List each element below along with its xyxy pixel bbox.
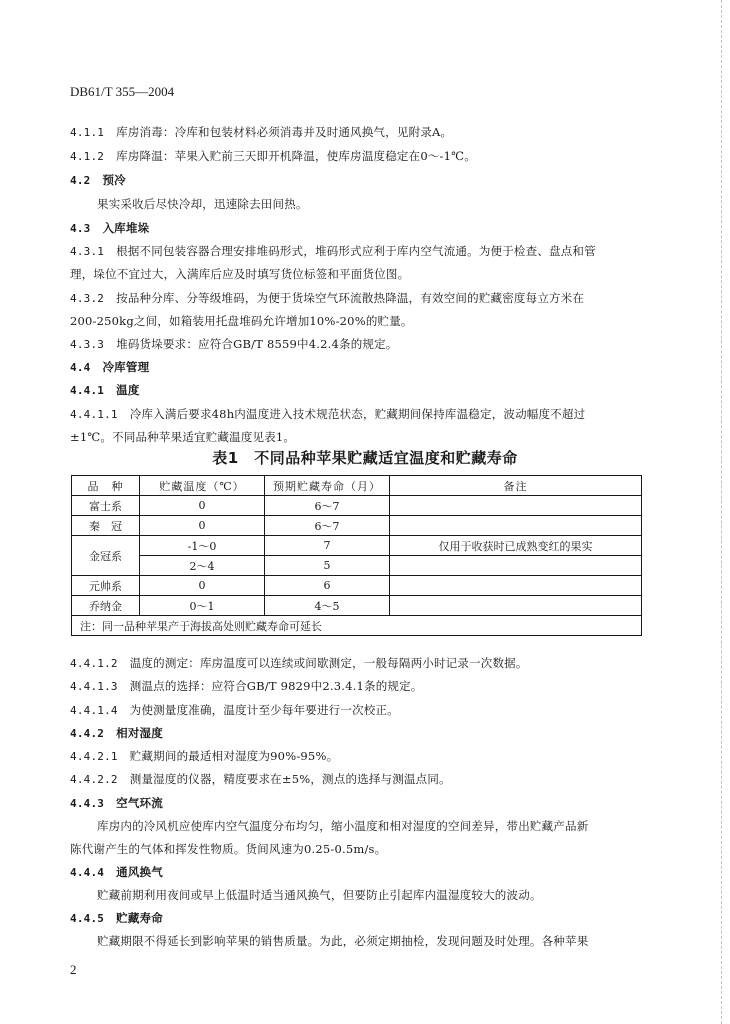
heading-4-4-2: 4.4.2 相对湿度: [70, 726, 163, 740]
heading-4-2: 4.2 预冷: [70, 173, 126, 187]
paragraph-ventilation: 贮藏前期利用夜间或早上低温时适当通风换气，但要防止引起库内温湿度较大的波动。: [97, 888, 542, 902]
cell-note: [390, 576, 642, 596]
header-temp: 贮藏温度（℃）: [140, 476, 265, 496]
cell-life: 6～7: [265, 496, 390, 516]
paragraph-airflow-cont: 陈代谢产生的气体和挥发性物质。货间风速为0.25-0.5m/s。: [70, 842, 387, 856]
clause-4-1-1: 4.1.1 库房消毒：冷库和包装材料必须消毒并及时通风换气，见附录A。: [70, 125, 453, 139]
cell-note: [390, 516, 642, 536]
clause-4-4-1-3: 4.4.1.3 测温点的选择：应符合GB/T 9829中2.3.4.1条的规定。: [70, 679, 423, 693]
table-footnote: 注：同一品种苹果产于海拔高处则贮藏寿命可延长: [72, 616, 642, 636]
heading-4-4-4: 4.4.4 通风换气: [70, 865, 163, 879]
clause-4-1-2: 4.1.2 库房降温：苹果入贮前三天即开机降温，使库房温度稳定在0～-1℃。: [70, 149, 476, 163]
cell-life: 4～5: [265, 596, 390, 616]
clause-4-3-3: 4.3.3 堆码货垛要求：应符合GB/T 8559中4.2.4条的规定。: [70, 337, 398, 351]
clause-4-3-2: 4.3.2 按品种分库、分等级堆码，为便于货垛空气环流散热降温，有效空间的贮藏密度每立方米在: [70, 291, 585, 305]
cell-life: 6～7: [265, 516, 390, 536]
cell-temp: 2～4: [140, 556, 265, 576]
cell-variety: 乔纳金: [72, 596, 140, 616]
table-footnote-row: [72, 616, 642, 636]
header-variety: 品 种: [72, 476, 140, 496]
heading-4-3: 4.3 入库堆垛: [70, 221, 150, 235]
cell-temp: -1～0: [140, 536, 265, 556]
cell-temp: 0: [140, 576, 265, 596]
cell-temp: 0: [140, 516, 265, 536]
table-row: [72, 496, 642, 516]
table-header-row: [72, 476, 642, 496]
cell-variety: 秦 冠: [72, 516, 140, 536]
table-row: [72, 576, 642, 596]
clause-4-3-2-cont: 200-250kg之间，如箱装用托盘堆码允许增加10%-20%的贮量。: [70, 314, 413, 328]
heading-4-4-1: 4.4.1 温度: [70, 383, 140, 397]
page-number: 2: [70, 962, 77, 977]
cell-note: [390, 596, 642, 616]
clause-4-4-1-1: 4.4.1.1 冷库入满后要求48h内温度进入技术规范状态，贮藏期间保持库温稳定，波动幅度不超过: [70, 407, 586, 421]
clause-4-3-1-cont: 理，垛位不宜过大，入满库后应及时填写货位标签和平面货位图。: [70, 267, 410, 281]
document-code: DB61/T 355—2004: [70, 84, 175, 99]
clause-4-3-1: 4.3.1 根据不同包装容器合理安排堆码形式，堆码形式应利于库内空气流通。为便于检查、盘点和管: [70, 244, 596, 258]
clause-4-4-2-1: 4.4.2.1 贮藏期间的最适相对湿度为90%-95%。: [70, 749, 339, 763]
cell-life: 5: [265, 556, 390, 576]
header-note: 备注: [390, 476, 642, 496]
cell-note: 仅用于收获时已成熟变红的果实: [390, 536, 642, 556]
heading-4-4: 4.4 冷库管理: [70, 360, 150, 374]
cell-note: [390, 496, 642, 516]
cell-variety: 元帅系: [72, 576, 140, 596]
table-row: [72, 596, 642, 616]
clause-4-4-1-2: 4.4.1.2 温度的测定：库房温度可以连续或间歇测定，一般每隔两小时记录一次数据。: [70, 656, 528, 670]
cell-note: [390, 556, 642, 576]
cell-temp: 0～1: [140, 596, 265, 616]
table-row: [72, 556, 642, 576]
paragraph-storage-life: 贮藏期限不得延长到影响苹果的销售质量。为此，必须定期抽检，发现问题及时处理。各种苹果: [97, 934, 589, 948]
cell-life: 7: [265, 536, 390, 556]
paragraph-airflow: 库房内的冷风机应使库内空气温度分布均匀，缩小温度和相对湿度的空间差异，带出贮藏产品新: [97, 819, 589, 833]
cell-temp: 0: [140, 496, 265, 516]
header-life: 预期贮藏寿命（月）: [265, 476, 390, 496]
cell-life: 6: [265, 576, 390, 596]
scan-edge-line: [720, 0, 722, 1024]
clause-4-4-1-1-cont: ±1℃。不同品种苹果适宜贮藏温度见表1。: [70, 430, 296, 444]
table-row: [72, 516, 642, 536]
clause-4-4-2-2: 4.4.2.2 测量湿度的仪器，精度要求在±5%，测点的选择与测温点同。: [70, 772, 451, 786]
cell-variety: 金冠系: [72, 536, 140, 576]
paragraph-precool: 果实采收后尽快冷却，迅速除去田间热。: [97, 197, 308, 211]
storage-table: [71, 475, 642, 636]
heading-4-4-5: 4.4.5 贮藏寿命: [70, 911, 163, 925]
table-row: [72, 536, 642, 556]
cell-variety: 富士系: [72, 496, 140, 516]
table-title: 表1 不同品种苹果贮藏适宜温度和贮藏寿命: [212, 449, 518, 467]
heading-4-4-3: 4.4.3 空气环流: [70, 796, 163, 810]
clause-4-4-1-4: 4.4.1.4 为使测量度准确，温度计至少每年要进行一次校正。: [70, 703, 399, 717]
